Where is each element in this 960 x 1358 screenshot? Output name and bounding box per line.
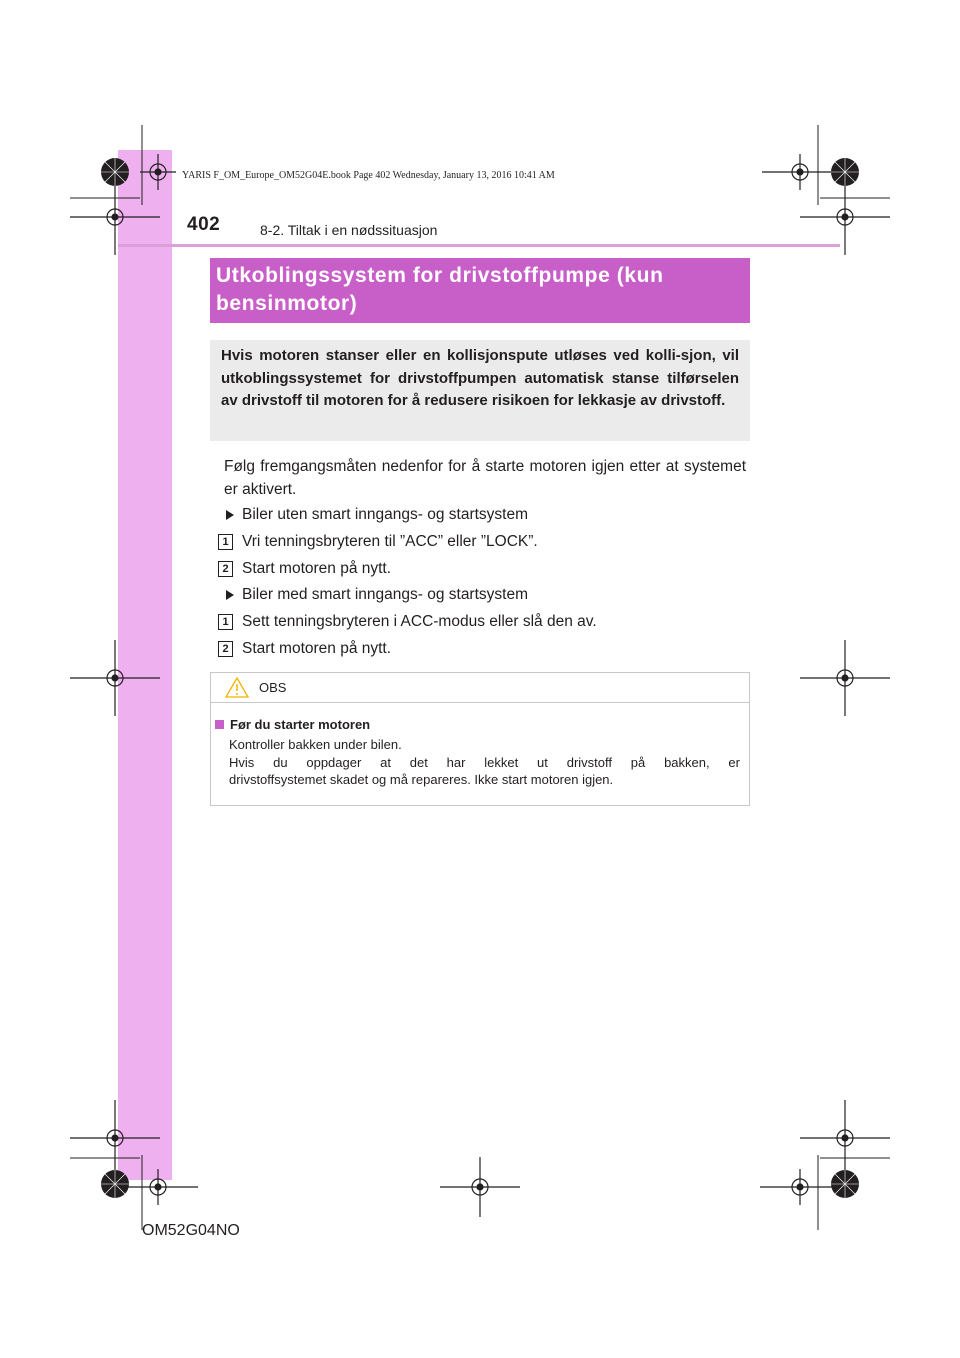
notice-line: Hvis du oppdager at det har lekket ut drivstoff på bakken, er <box>229 754 740 770</box>
intro-text: Hvis motoren stanser eller en kollisjonspute utløses ved kolli-sjon, vil utkoblingssystemet for drivstoffpumpen automatisk stanse tilførselen av drivstoff til motoren for å redusere risikoen for lekkasje av drivstoff. <box>221 347 739 409</box>
notice-line: drivstoffsystemet skadet og må repareres. Ikke start motoren igjen. <box>229 772 614 787</box>
step-text: Vri tenningsbryteren til ”ACC” eller ”LOCK”. <box>242 533 538 550</box>
step-number: 1 <box>218 534 233 550</box>
square-bullet-icon <box>215 720 224 729</box>
step-number: 1 <box>218 614 233 630</box>
notice-subheading-text: Før du starter motoren <box>230 717 371 732</box>
notice-box <box>210 672 750 806</box>
procedure-step <box>218 612 597 632</box>
footer-code: OM52G04NO <box>142 1222 240 1239</box>
section-heading-box <box>210 258 750 323</box>
procedure-heading-text: Biler uten smart inngangs- og startsystem <box>242 506 529 523</box>
procedure-step <box>218 559 391 579</box>
triangle-bullet-icon <box>226 510 234 520</box>
step-text: Start motoren på nytt. <box>242 560 392 577</box>
step-text: Start motoren på nytt. <box>242 640 392 657</box>
intro-summary-box <box>210 340 750 441</box>
page-number: 402 <box>187 214 221 235</box>
header-divider <box>118 244 840 247</box>
notice-line: Kontroller bakken under bilen. <box>229 737 402 752</box>
procedure-heading-without-smart <box>226 505 528 525</box>
step-number: 2 <box>218 641 233 657</box>
notice-header <box>211 673 749 703</box>
section-title: 8-2. Tiltak i en nødssituasjon <box>260 222 438 238</box>
warning-triangle-icon <box>225 677 249 698</box>
notice-subheading <box>215 717 370 732</box>
step-text: Sett tenningsbryteren i ACC-modus eller slå den av. <box>242 613 597 630</box>
procedure-step <box>218 532 538 552</box>
notice-body <box>229 736 740 789</box>
body-paragraph: Følg fremgangsmåten nedenfor for å starte motoren igjen etter at systemet er aktivert. <box>224 458 746 498</box>
heading-line-1: Utkoblingssystem for drivstoffpumpe (kun <box>216 264 664 287</box>
step-number: 2 <box>218 561 233 577</box>
triangle-bullet-icon <box>226 590 234 600</box>
heading-line-2: bensinmotor) <box>216 292 358 315</box>
notice-label: OBS <box>259 680 287 695</box>
procedure-heading-text: Biler med smart inngangs- og startsystem <box>242 586 528 603</box>
print-info-line: YARIS F_OM_Europe_OM52G04E.book Page 402 Wednesday, January 13, 2016 10:41 AM <box>182 170 555 181</box>
procedure-step <box>218 639 391 659</box>
procedure-heading-with-smart <box>226 585 528 605</box>
